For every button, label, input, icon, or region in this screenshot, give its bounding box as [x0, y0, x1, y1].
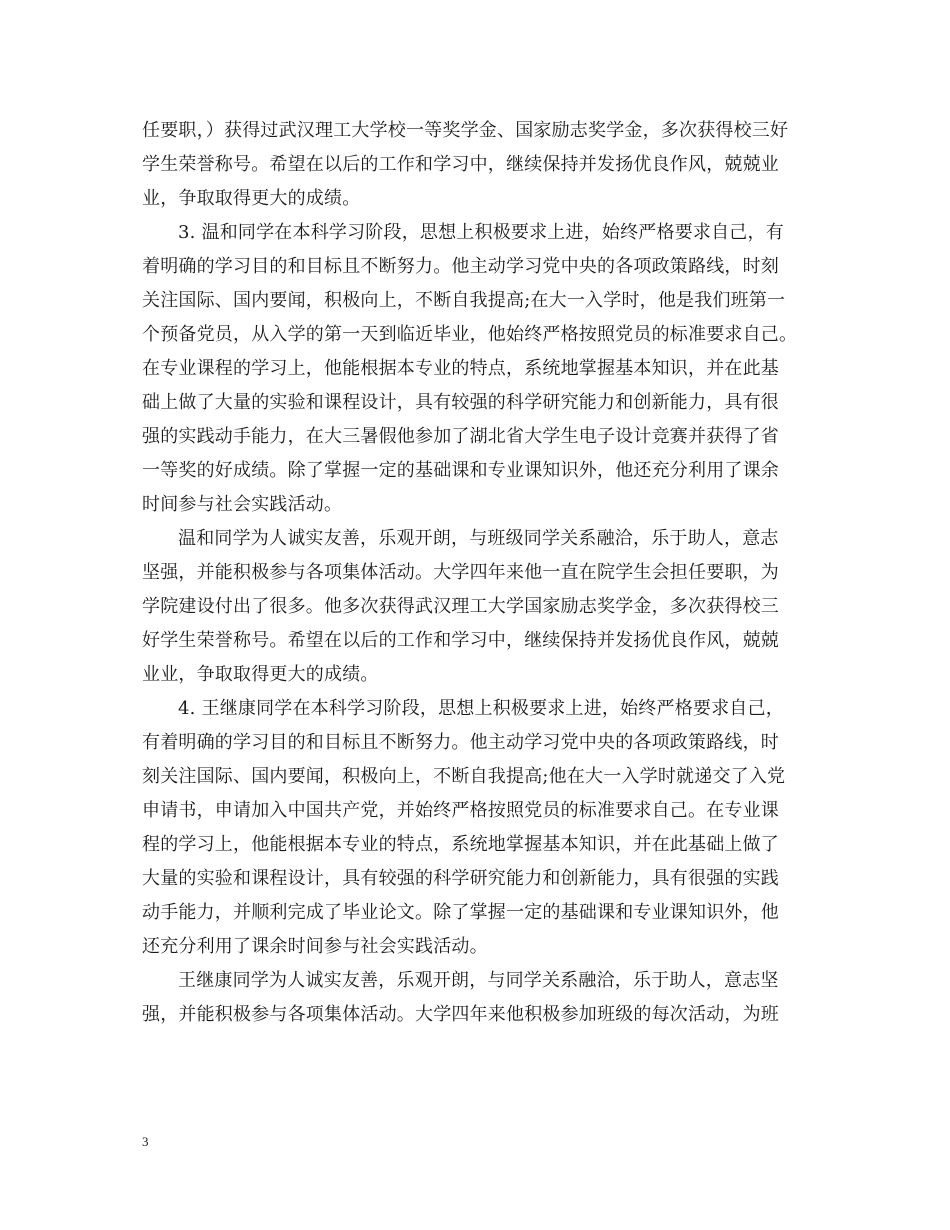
text-line: 关注国际、国内要闻，积极向上，不断自我提高;在大一入学时，他是我们班第一 — [142, 290, 786, 311]
document-body — [142, 114, 804, 1032]
page-number: 3 — [142, 1134, 149, 1149]
text-line: 任要职，）获得过武汉理工大学校一等奖学金、国家励志奖学金，多次获得校三好 — [142, 120, 789, 141]
text-line: 时间参与社会实践活动。 — [142, 494, 343, 515]
text-line: 强，并能积极参与各项集体活动。大学四年来他积极参加班级的每次活动，为班 — [142, 1004, 779, 1025]
text-line: 一等奖的好成绩。除了掌握一定的基础课和专业课知识外，他还充分利用了课余 — [142, 460, 779, 481]
text-line: 业，争取取得更大的成绩。 — [142, 188, 361, 209]
text-line: 动手能力，并顺利完成了毕业论文。除了掌握一定的基础课和专业课知识外，他 — [142, 902, 779, 923]
text-line: 好学生荣誉称号。希望在以后的工作和学习中，继续保持并发扬优良作风，兢兢 — [142, 630, 779, 651]
text-line: 有着明确的学习目的和目标且不断努力。他主动学习党中央的各项政策路线，时 — [142, 732, 779, 753]
text-line: 础上做了大量的实验和课程设计，具有较强的科学研究能力和创新能力，具有很 — [142, 392, 779, 413]
text-line: 着明确的学习目的和目标且不断努力。他主动学习党中央的各项政策路线，时刻 — [142, 256, 779, 277]
text-line: 4. 王继康同学在本科学习阶段，思想上积极要求上进，始终严格要求自己， — [178, 698, 784, 719]
text-line: 个预备党员，从入学的第一天到临近毕业，他始终严格按照党员的标准要求自己。 — [142, 324, 798, 345]
text-line: 3. 温和同学在本科学习阶段，思想上积极要求上进，始终严格要求自己，有 — [178, 222, 784, 243]
text-line: 坚强，并能积极参与各项集体活动。大学四年来他一直在院学生会担任要职，为 — [142, 562, 779, 583]
text-line: 温和同学为人诚实友善，乐观开朗，与班级同学关系融洽，乐于助人，意志 — [178, 528, 779, 549]
text-line: 强的实践动手能力，在大三暑假他参加了湖北省大学生电子设计竞赛并获得了省 — [142, 426, 779, 447]
text-line: 王继康同学为人诚实友善，乐观开朗，与同学关系融洽，乐于助人，意志坚 — [178, 970, 779, 991]
text-line: 大量的实验和课程设计，具有较强的科学研究能力和创新能力，具有很强的实践 — [142, 868, 779, 889]
text-line: 刻关注国际、国内要闻，积极向上，不断自我提高;他在大一入学时就递交了入党 — [142, 766, 786, 787]
text-line: 程的学习上，他能根据本专业的特点，系统地掌握基本知识，并在此基础上做了 — [142, 834, 779, 855]
text-line: 学院建设付出了很多。他多次获得武汉理工大学国家励志奖学金，多次获得校三 — [142, 596, 779, 617]
text-line: 在专业课程的学习上，他能根据本专业的特点，系统地掌握基本知识，并在此基 — [142, 358, 779, 379]
text-line: 学生荣誉称号。希望在以后的工作和学习中，继续保持并发扬优良作风，兢兢业 — [142, 154, 779, 175]
text-line: 还充分利用了课余时间参与社会实践活动。 — [142, 936, 488, 957]
text-line: 业业，争取取得更大的成绩。 — [142, 664, 379, 685]
text-line: 申请书，申请加入中国共产党，并始终严格按照党员的标准要求自己。在专业课 — [142, 800, 779, 821]
